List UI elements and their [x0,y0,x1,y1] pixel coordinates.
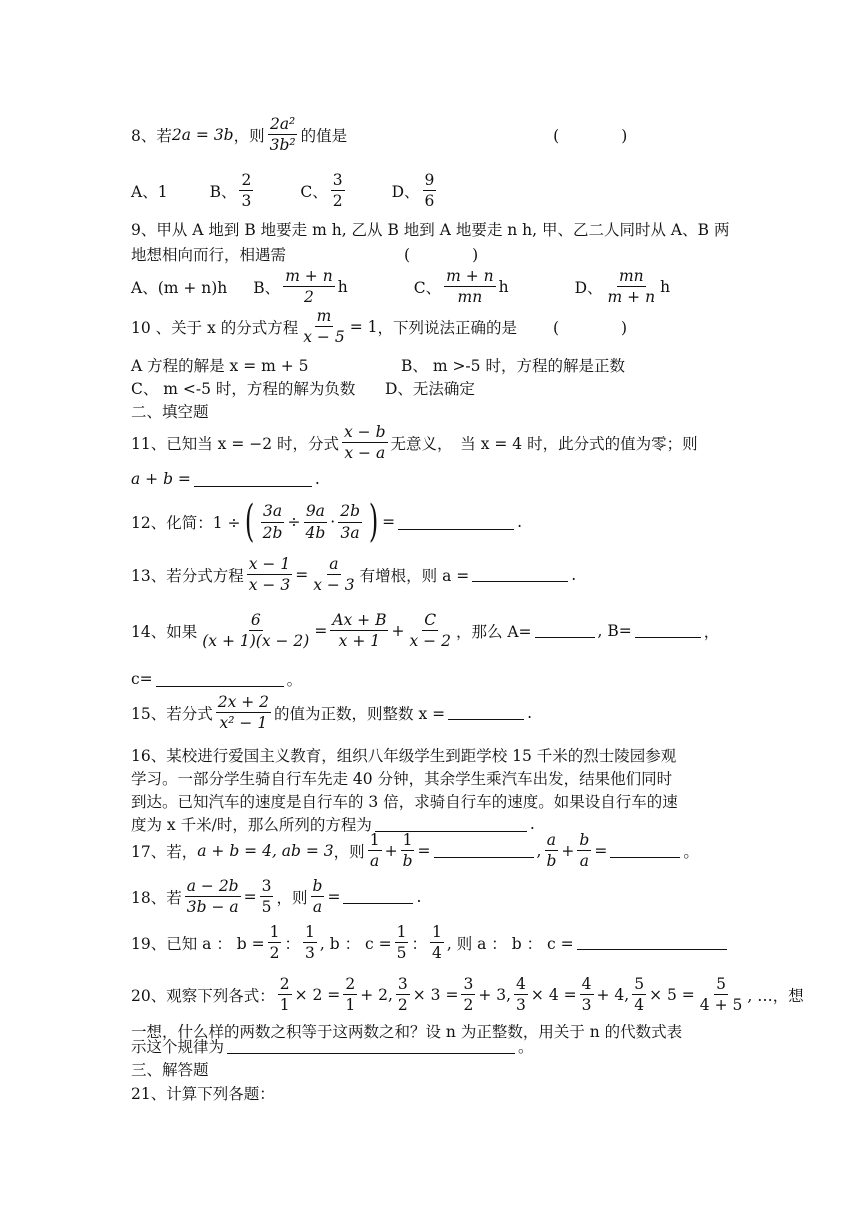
q10-option-b: B、 m >-5 时，方程的解是正数 [401,357,625,375]
q17-answer-2-blank[interactable] [610,843,680,858]
q9-line-2: 地想相向而行，相遇需 ( ) [131,243,478,265]
q15-answer-blank[interactable] [448,705,524,720]
q10-options-row-2 [131,377,475,399]
question-21: 21、计算下列各题： [131,1085,275,1103]
question-10: 10 、关于 x 的分式方程 $\frac{m}{x - 5}$ = 1 ，下列说法正确的是 ( ) [131,307,628,347]
q9-option-d: mn m + n [607,267,656,307]
q10-fraction: $\frac{m}{x - 5}$ [303,307,345,347]
q14-answer-a-blank[interactable] [535,623,595,638]
q20-line-3: 示这个规律为 。 [131,1038,534,1056]
q18-answer-blank[interactable] [343,889,413,904]
q16-line-3: 到达。已知汽车的速度是自行车的 3 倍，求骑自行车的速度。如果设自行车的速 [131,793,678,811]
q10-options-row-1 [131,354,625,376]
q12-left-paren: ( [244,496,254,547]
q8-option-b: 2 3 [241,171,252,211]
q13-answer-blank[interactable] [472,567,568,582]
q9-option-c-label: C、 [413,278,442,297]
q12-answer-blank[interactable] [398,515,514,530]
q9-option-d-label: D、 [574,278,603,297]
question-20: 20、观察下列各式： $\frac{2}{1}$ × 2 = $\frac{2}{1}$ + 2, $\frac{3}{2}$ × 3 = $\frac{3}{2}$ + 3, $\frac{4}{3}$ × 4 = $\frac{4}{3}$ + 4, $\frac{5}{4}$ × 5 = $\frac{5}{4 + 5}$ , …，想 [131,975,804,1015]
q8-condition: 2a = 3b [171,125,234,144]
q10-option-a: A 方程的解是 x = m + 5 [131,357,309,375]
q10-option-c: C、 m <-5 时，方程的解为负数 [131,380,356,398]
q8-option-b-label: B、 [209,182,237,201]
q20-line-2: 一想，什么样的两数之积等于这两数之和？设 n 为正整数，用关于 n 的代数式表 [131,1023,683,1041]
q9-option-b-label: B、 [253,278,281,297]
section-2-heading: 二、填空题 [131,403,209,421]
question-11: 11、已知当 x = −2 时，分式 x − b x − a 无意义， 当 x = 4 时，此分式的值为零；则 [131,423,698,463]
section-3-heading: 三、解答题 [131,1061,209,1079]
q8-prefix: 8、若 [131,126,172,145]
q8-then: ，则 [233,126,265,145]
q9-option-a: A、(m + n)h [131,278,228,297]
q8-options [131,172,439,210]
q16-answer-blank[interactable] [375,817,527,832]
question-17: 17、若， a + b = 4, ab = 3 ，则 1 a + $\frac{1}{b}$ = , a b + $\frac{b}{a}$ = 。 [131,831,699,871]
q8-answer-paren: ( ) [553,126,628,145]
q14-line-2: c= 。 [131,670,303,689]
question-19: 19、已知 a ： b = $\frac{1}{2}$ ： 1 3 , b ： c = $\frac{1}{5}$ ： 1 4 , 则 a ： b ： c = [131,924,730,962]
question-8 [131,116,627,154]
q14-answer-b-blank[interactable] [635,623,701,638]
q14-answer-c-blank[interactable] [156,672,284,687]
q16-line-2: 学习。一部分学生骑自行车先走 40 分钟，其余学生乘汽车出发，结果他们同时 [131,770,673,788]
q8-option-c: 3 2 [332,171,343,211]
question-12: 12、化简：1 ÷ ( $\frac{3a}{2b}$ ÷ $\frac{9a}{4b}$ · 2b 3a ) = . [131,496,523,547]
q8-fraction: 2a² 3b² [269,115,296,155]
q19-answer-blank[interactable] [577,935,727,950]
q17-answer-1-blank[interactable] [434,843,534,858]
q8-suffix: 的值是 [300,126,348,145]
q11-fraction: x − b x − a [344,423,386,463]
question-15: 15、若分式 2x + 2 x² − 1 的值为正数，则整数 x = . [131,693,533,733]
question-14: 14、如果 $\frac{6}{(x + 1)(x - 2)}$ = $\frac{Ax + B}{x + 1}$ + $\frac{C}{x - 2}$ ，那么 A= , B= ， [131,611,720,651]
q10-answer-paren: ( ) [553,318,628,337]
q12-right-paren: ) [368,496,379,547]
q8-option-d: 9 6 [424,171,435,211]
q9-line-1: 9、甲从 A 地到 B 地要走 m h, 乙从 B 地到 A 地要走 n h, 甲、乙二人同时从 A、B 两 [131,221,730,239]
q11-answer-blank[interactable] [194,472,312,487]
q9-option-c: m + n mn [446,267,494,307]
q16-line-1: 16、某校进行爱国主义教育，组织八年级学生到距学校 15 千米的烈士陵园参观 [131,747,677,765]
q9-answer-paren: ( ) [404,246,479,264]
q20-answer-blank[interactable] [227,1039,515,1054]
q8-option-a: A、1 [131,182,168,201]
q9-options: A、(m + n)h B、 m + n 2 h C、 m + n mn h D、 mn m + n h [131,267,671,307]
question-18: 18、若 $\frac{a - 2b}{3b - a}$ = $\frac{3}{5}$ ，则 $\frac{b}{a}$ = . [131,877,422,917]
q8-option-c-label: C、 [300,182,328,201]
q16-line-4: 度为 x 千米/时，那么所列的方程为 . [131,815,535,834]
q8-option-d-label: D、 [391,182,420,201]
q9-option-b: m + n 2 [285,267,333,307]
q11-line-2: a + b = . [131,470,320,488]
q10-option-d: D、无法确定 [385,380,475,398]
question-13: 13、若分式方程 $\frac{x - 1}{x - 3}$ = $\frac{a}{x - 3}$ 有增根，则 a = . [131,555,577,595]
